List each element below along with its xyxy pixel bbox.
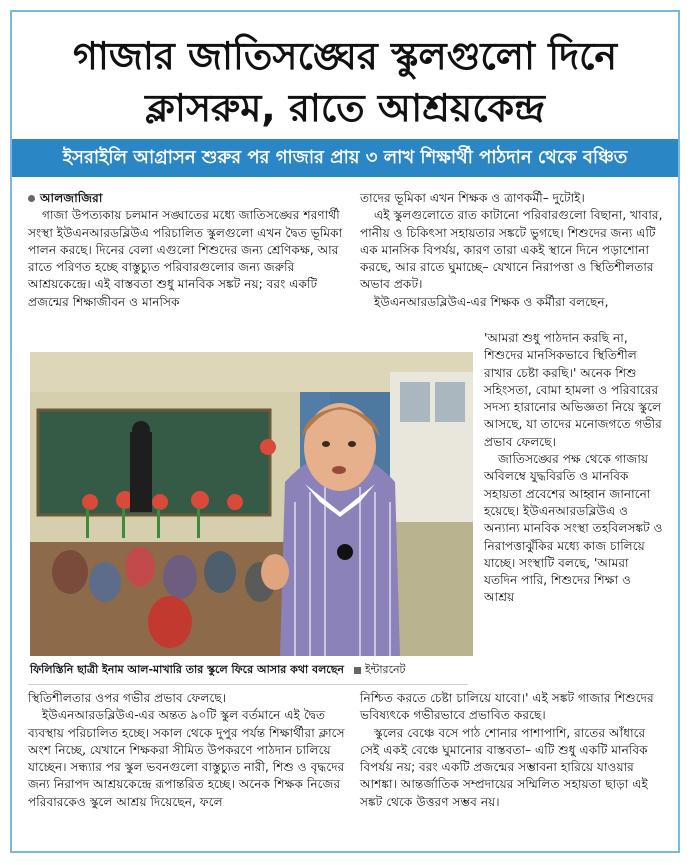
paragraph: ইউএনআরডব্লিউএ-এর শিক্ষক ও কর্মীরা বলছেন, — [374, 294, 609, 309]
photo-caption — [30, 662, 473, 678]
paragraph: জাতিসঙ্ঘের পক্ষ থেকে গাজায় অবিলম্বে যুদ্ধবিরতি ও মানবিক সহায়তা প্রবেশের আহ্বান জানানো হয়েছে। ইউএনআরডব্লিউএ ও অন্যান্য মানবিক সংস্থা তহবিলসঙ্কট ও নিরাপত্তাঝুঁকির মধ্যে কাজ চালিয়ে যাচ্ছে। সংস্থাটি বলছে, 'আমরা যতদিন পারি, শিশুদের শিক্ষা ও আশ্রয় — [484, 452, 663, 605]
newspaper-clipping — [10, 10, 680, 853]
right-column-middle — [484, 330, 664, 607]
left-column-bottom — [28, 690, 346, 811]
paragraph: এই স্কুলগুলোতে রাত কাটানো পরিবারগুলো বিছানা, খাবার, পানীয় ও চিকিৎসা সহায়তার সঙ্কটে ভুগছে। শিশুদের জন্য এটি এক মানসিক বিপর্যয়, কারণ তারা একই স্থানে দিনে পড়াশোনা করছে, আর রাতে ঘুমাচ্ছে– যেখানে নিরাপত্তা ও স্থিতিশীলতার অভাব প্রকট। — [360, 208, 663, 292]
paragraph: গাজা উপত্যকায় চলমান সঙ্ঘাতের মধ্যে জাতিসঙ্ঘের শরণার্থী সংস্থা ইউএনআরডব্লিউএ পরিচালিত স্কুলগুলো এখন দ্বৈত ভূমিকা পালন করছে। দিনের বেলা এগুলো শিশুদের জন্য শ্রেণিকক্ষ, আর রাতে পরিণত হচ্ছে বাস্তুচ্যুত পরিবারগুলোর জন্য জরুরি আশ্রয়কেন্দ্রে। এই বাস্তবতা শুধু মানবিক সঙ্কট নয়; বরং একটি প্রজন্মের শিক্ষাজীবন ও মানসিক — [28, 208, 343, 309]
caption-text: ফিলিস্তিনি ছাত্রী ইনাম আল-মাখারি তার স্কুলে ফিরে আসার কথা বলছেন — [30, 663, 344, 676]
headline — [12, 30, 678, 134]
headline-line-1: গাজার জাতিসঙ্ঘের স্কুলগুলো দিনে — [72, 34, 618, 78]
classroom-photo-illustration — [30, 352, 473, 656]
right-column-top — [360, 190, 664, 311]
right-column-bottom — [360, 690, 664, 811]
paragraph: স্কুলের বেঞ্চে বসে পাঠ শোনার পাশাপাশি, রাতের আঁধারে সেই একই বেঞ্চে ঘুমানোর বাস্তবতা– এটি শুধু একটি মানবিক বিপর্যয় নয়; বরং একটি প্রজন্মের সম্ভাবনা হারিয়ে যাওয়ার আশঙ্কা। আন্তর্জাতিক সম্প্রদায়ের সম্মিলিত সহায়তা ছাড়া এই সঙ্কট থেকে উত্তরণ সম্ভব নয়। — [360, 725, 648, 809]
article-photo — [30, 352, 473, 656]
headline-line-2: ক্লাসরুম, রাতে আশ্রয়কেন্দ্র — [145, 86, 545, 130]
paragraph: 'আমরা শুধু পাঠদান করছি না, শিশুদের মানসিকভাবে স্থিতিশীল রাখার চেষ্টা করছি।' অনেক শিশু সহিংসতা, বোমা হামলা ও পরিবারের সদস্য হারানোর অভিজ্ঞতা নিয়ে স্কুলে আসছে, যা তাদের মনোজগতে গভীর প্রভাব ফেলছে। — [484, 331, 662, 449]
paragraph: স্থিতিশীলতার ওপর গভীর প্রভাব ফেলছে। — [28, 691, 227, 705]
left-column-top — [28, 190, 346, 311]
byline: আলজাজিরা — [28, 190, 346, 207]
subheadline-banner: ইসরাইলি আগ্রাসন শুরুর পর গাজার প্রায় ৩ লাখ শিক্ষার্থী পাঠদান থেকে বঞ্চিত — [12, 139, 678, 177]
paragraph: নিশ্চিত করতে চেষ্টা চালিয়ে যাবো।' এই সঙ্কট গাজার শিশুদের ভবিষ্যৎকে গভীরভাবে প্রভাবিত করছে। — [360, 691, 654, 723]
caption-divider — [28, 684, 468, 685]
caption-source: ইন্টারনেট — [364, 663, 406, 676]
caption-square-icon — [354, 667, 361, 674]
byline-bullet-icon — [28, 195, 35, 202]
paragraph: ইউএনআরডব্লিউএ-এর অন্তত ৯০টি স্কুল বর্তমানে এই দ্বৈত ব্যবস্থায় পরিচালিত হচ্ছে। সকাল থেকে দুপুর পর্যন্ত শিক্ষার্থীরা ক্লাসে অংশ নিচ্ছে, যেখানে শিক্ষকরা সীমিত উপকরণে পাঠদান চালিয়ে যাচ্ছেন। সন্ধ্যার পর স্কুল ভবনগুলো বাস্তুচ্যুত নারী, শিশু ও বৃদ্ধদের জন্য নিরাপদ আশ্রয়কেন্দ্রে রূপান্তরিত হচ্ছে। অনেক শিক্ষক নিজের পরিবারকেও স্কুলে আশ্রয় দিয়েছেন, ফলে — [28, 708, 345, 809]
paragraph: তাদের ভূমিকা এখন শিক্ষক ও ত্রাণকর্মী– দুটোই। — [360, 191, 585, 205]
